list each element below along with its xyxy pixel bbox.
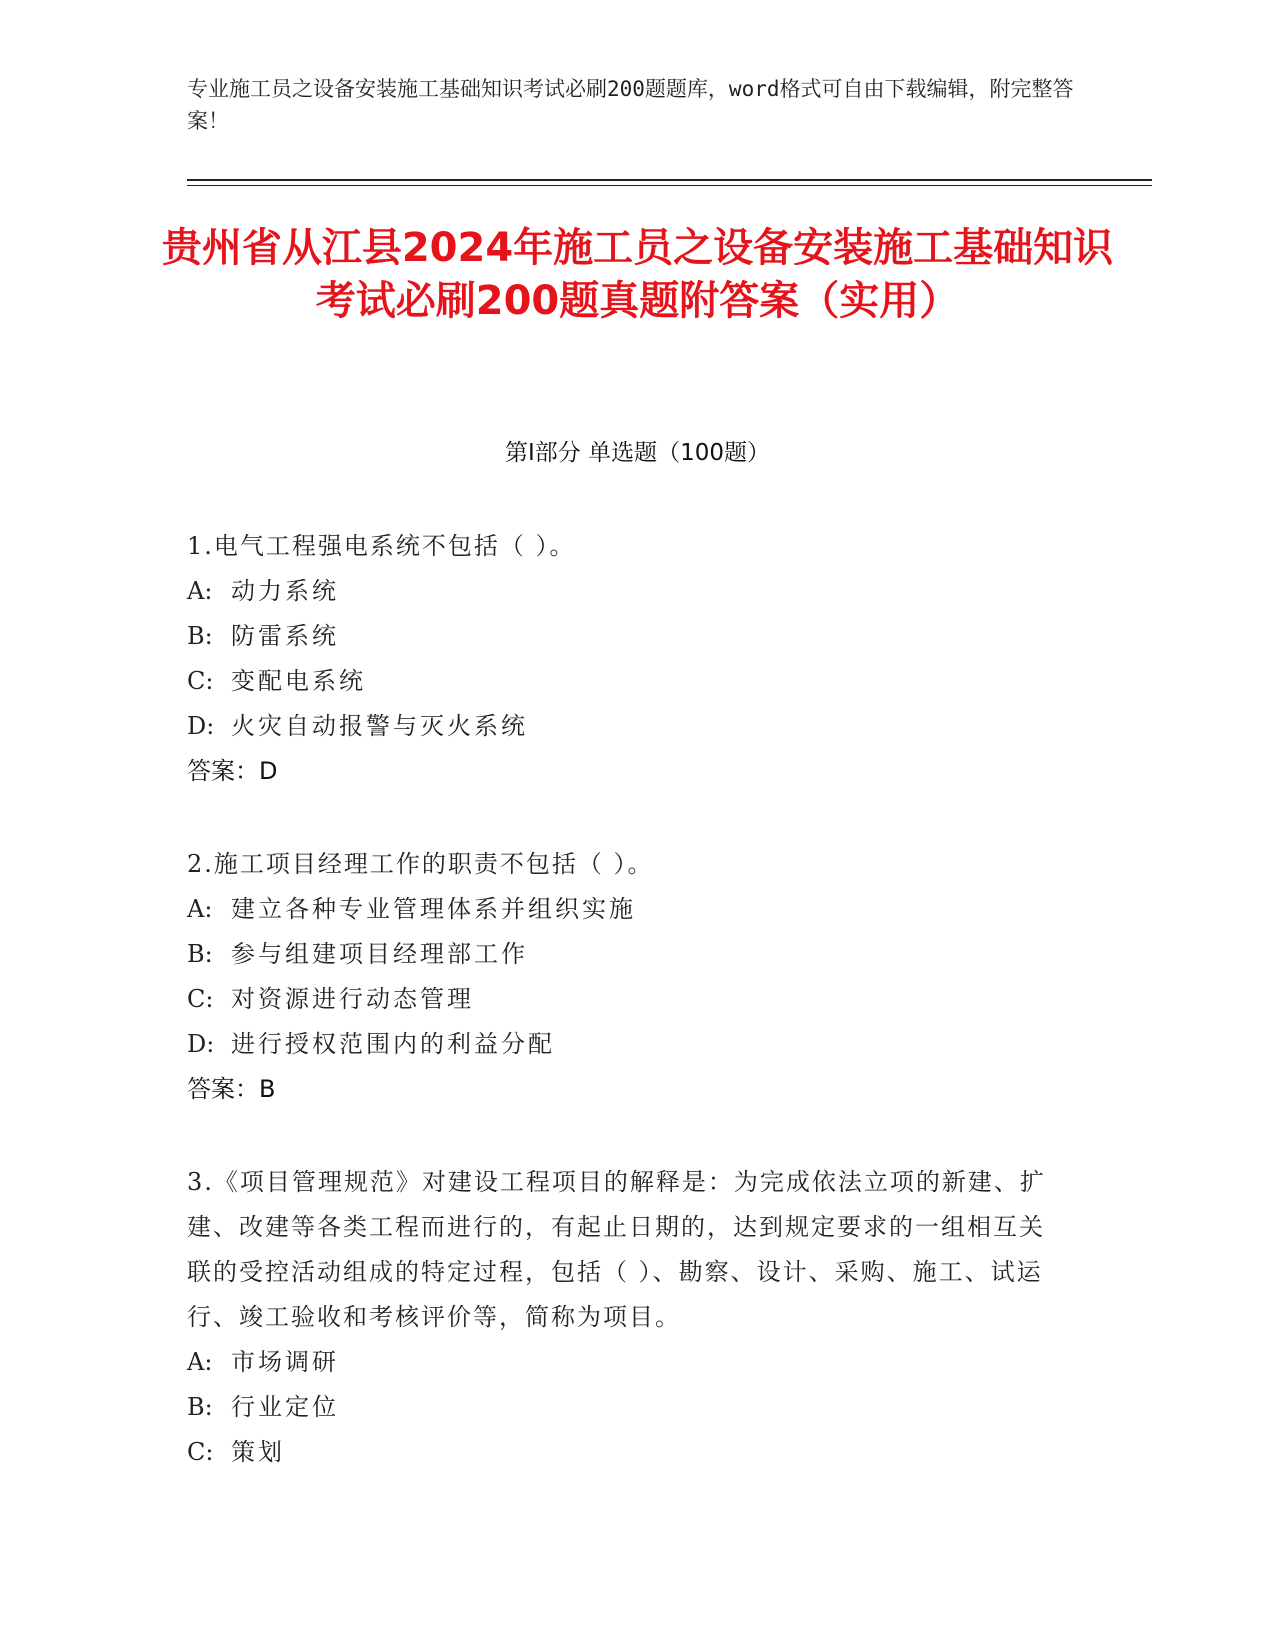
option-letter: D: bbox=[187, 712, 215, 740]
question-stem: 1.电气工程强电系统不包括（ ）。 bbox=[187, 532, 576, 560]
header-divider-top bbox=[187, 179, 1152, 181]
option-text: 防雷系统 bbox=[231, 622, 339, 650]
option-a bbox=[187, 569, 1067, 614]
option-text: 进行授权范围内的利益分配 bbox=[231, 1030, 555, 1058]
option-text: 建立各种专业管理体系并组织实施 bbox=[231, 895, 636, 923]
option-b bbox=[187, 932, 1067, 977]
question-1 bbox=[187, 524, 1067, 794]
option-text: 变配电系统 bbox=[231, 667, 366, 695]
option-c bbox=[187, 659, 1067, 704]
option-letter: B: bbox=[187, 1393, 213, 1421]
option-a bbox=[187, 887, 1067, 932]
document-title: 贵州省从江县2024年施工员之设备安装施工基础知识考试必刷200题真题附答案（实用） bbox=[161, 225, 1114, 324]
option-text: 策划 bbox=[231, 1438, 285, 1466]
header-note: 专业施工员之设备安装施工基础知识考试必刷200题题库，word格式可自由下载编辑，附完整答案！ bbox=[187, 77, 1074, 133]
option-c bbox=[187, 977, 1067, 1022]
answer-line: 答案：D bbox=[187, 757, 278, 785]
option-letter: D: bbox=[187, 1030, 215, 1058]
question-stem: 3.《项目管理规范》对建设工程项目的解释是：为完成依法立项的新建、扩建、改建等各类工程而进行的，有起止日期的，达到规定要求的一组相互关联的受控活动组成的特定过程，包括（ ）、勘察、设计、采购、施工、试运行、竣工验收和考核评价等，简称为项目。 bbox=[187, 1168, 1046, 1331]
option-b bbox=[187, 1385, 1067, 1430]
option-b bbox=[187, 614, 1067, 659]
option-letter: C: bbox=[187, 1438, 214, 1466]
section-heading: 第Ⅰ部分 单选题（100题） bbox=[505, 440, 770, 466]
option-letter: C: bbox=[187, 985, 214, 1013]
option-letter: A: bbox=[187, 1348, 213, 1376]
option-text: 参与组建项目经理部工作 bbox=[231, 940, 528, 968]
option-c bbox=[187, 1430, 1067, 1475]
option-a bbox=[187, 1340, 1067, 1385]
header-divider-bottom bbox=[187, 185, 1152, 186]
question-stem: 2.施工项目经理工作的职责不包括（ ）。 bbox=[187, 850, 654, 878]
question-3 bbox=[187, 1160, 1067, 1475]
option-letter: B: bbox=[187, 622, 213, 650]
option-text: 动力系统 bbox=[231, 577, 339, 605]
option-letter: B: bbox=[187, 940, 213, 968]
option-text: 火灾自动报警与灭火系统 bbox=[231, 712, 528, 740]
answer-line: 答案：B bbox=[187, 1075, 276, 1103]
option-letter: A: bbox=[187, 577, 213, 605]
option-d bbox=[187, 704, 1067, 749]
option-letter: A: bbox=[187, 895, 213, 923]
question-2 bbox=[187, 842, 1067, 1112]
option-text: 对资源进行动态管理 bbox=[231, 985, 474, 1013]
option-text: 市场调研 bbox=[231, 1348, 339, 1376]
option-letter: C: bbox=[187, 667, 214, 695]
option-text: 行业定位 bbox=[231, 1393, 339, 1421]
option-d bbox=[187, 1022, 1067, 1067]
